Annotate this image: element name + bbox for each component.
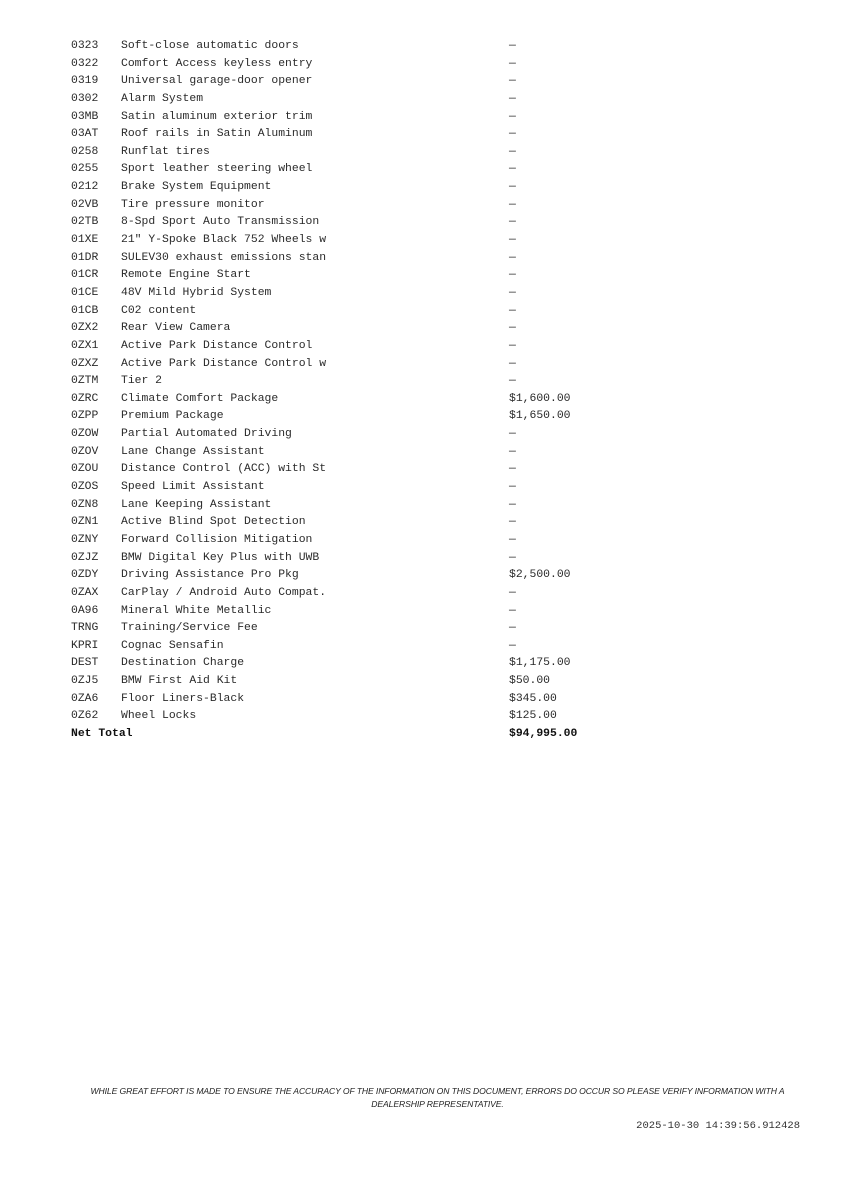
- option-description: 21" Y-Spoke Black 752 Wheels w: [121, 234, 327, 247]
- option-price: —: [509, 286, 516, 299]
- option-description: Universal garage-door opener: [121, 75, 313, 88]
- option-price: $125.00: [509, 710, 557, 723]
- option-description: CarPlay / Android Auto Compat.: [121, 586, 327, 599]
- option-price: —: [509, 622, 516, 635]
- option-row: [71, 161, 629, 179]
- option-price: $1,175.00: [509, 657, 571, 670]
- option-price: —: [509, 251, 516, 264]
- option-description: Climate Comfort Package: [121, 392, 279, 405]
- option-code: 0319: [71, 75, 99, 88]
- option-price: —: [509, 128, 516, 141]
- option-row: [71, 391, 629, 409]
- option-description: BMW Digital Key Plus with UWB: [121, 551, 320, 564]
- option-row: [71, 426, 629, 444]
- option-description: Premium Package: [121, 410, 224, 423]
- option-code: 0ZN8: [71, 498, 99, 511]
- option-row: [71, 267, 629, 285]
- option-code: 0ZNY: [71, 533, 99, 546]
- option-code: TRNG: [71, 622, 99, 635]
- option-row: [71, 373, 629, 391]
- option-description: BMW First Aid Kit: [121, 675, 238, 688]
- option-row: [71, 91, 629, 109]
- option-row: [71, 197, 629, 215]
- option-row: [71, 179, 629, 197]
- option-description: Active Park Distance Control w: [121, 357, 327, 370]
- option-price: —: [509, 481, 516, 494]
- option-code: 0258: [71, 145, 99, 158]
- option-price: —: [509, 57, 516, 70]
- option-row: [71, 303, 629, 321]
- option-code: 0ZOU: [71, 463, 99, 476]
- option-price: —: [509, 357, 516, 370]
- option-description: Lane Change Assistant: [121, 445, 265, 458]
- option-code: 01DR: [71, 251, 99, 264]
- option-price: —: [509, 198, 516, 211]
- option-row: [71, 109, 629, 127]
- option-description: Active Park Distance Control: [121, 339, 313, 352]
- option-row: [71, 338, 629, 356]
- option-description: Roof rails in Satin Aluminum: [121, 128, 313, 141]
- option-code: 0ZA6: [71, 692, 99, 705]
- option-code: 03AT: [71, 128, 99, 141]
- option-description: Comfort Access keyless entry: [121, 57, 313, 70]
- option-row: [71, 232, 629, 250]
- option-code: 0212: [71, 181, 99, 194]
- option-description: Training/Service Fee: [121, 622, 258, 635]
- option-description: C02 content: [121, 304, 197, 317]
- option-code: 0ZOS: [71, 481, 99, 494]
- option-description: Alarm System: [121, 92, 204, 105]
- option-price: —: [509, 216, 516, 229]
- option-code: 0ZTM: [71, 375, 99, 388]
- option-price: —: [509, 551, 516, 564]
- option-price: —: [509, 163, 516, 176]
- option-description: Brake System Equipment: [121, 181, 272, 194]
- option-row: [71, 691, 629, 709]
- option-row: [71, 514, 629, 532]
- option-code: 0302: [71, 92, 99, 105]
- option-description: Distance Control (ACC) with St: [121, 463, 327, 476]
- net-total-value: $94,995.00: [509, 727, 578, 740]
- option-description: Remote Engine Start: [121, 269, 251, 282]
- option-price: —: [509, 234, 516, 247]
- disclaimer-text: WHILE GREAT EFFORT IS MADE TO ENSURE THE ACCURACY OF THE INFORMATION ON THIS DOCUMENT, ERRORS DO OCCUR SO PLEASE VERIFY INFORMATION WITH A DEALERSHIP REPRESENTATIVE.: [90, 1086, 785, 1109]
- option-price: —: [509, 463, 516, 476]
- option-price: —: [509, 445, 516, 458]
- option-row: [71, 638, 629, 656]
- option-code: 0ZJ5: [71, 675, 99, 688]
- option-price: —: [509, 40, 516, 52]
- option-code: 0ZAX: [71, 586, 99, 599]
- option-row: [71, 603, 629, 621]
- option-row: [71, 38, 629, 56]
- option-description: Partial Automated Driving: [121, 428, 292, 441]
- option-description: Driving Assistance Pro Pkg: [121, 569, 299, 582]
- option-description: Cognac Sensafin: [121, 639, 224, 652]
- option-price: —: [509, 516, 516, 529]
- options-table: [71, 38, 629, 744]
- option-row: [71, 408, 629, 426]
- option-price: —: [509, 428, 516, 441]
- option-code: 0ZXZ: [71, 357, 99, 370]
- option-code: 03MB: [71, 110, 99, 123]
- option-price: —: [509, 110, 516, 123]
- option-price: —: [509, 75, 516, 88]
- net-total-row: [71, 726, 629, 744]
- option-description: Lane Keeping Assistant: [121, 498, 272, 511]
- option-description: Sport leather steering wheel: [121, 163, 313, 176]
- option-description: Satin aluminum exterior trim: [121, 110, 313, 123]
- option-row: [71, 655, 629, 673]
- option-code: 01CR: [71, 269, 99, 282]
- option-description: Active Blind Spot Detection: [121, 516, 306, 529]
- option-code: 02TB: [71, 216, 99, 229]
- option-price: —: [509, 322, 516, 335]
- option-description: Rear View Camera: [121, 322, 231, 335]
- option-price: —: [509, 533, 516, 546]
- option-code: 01CE: [71, 286, 99, 299]
- option-code: 0255: [71, 163, 99, 176]
- option-code: 0ZPP: [71, 410, 99, 423]
- option-price: —: [509, 498, 516, 511]
- option-row: [71, 673, 629, 691]
- option-price: —: [509, 92, 516, 105]
- option-row: [71, 250, 629, 268]
- option-description: Forward Collision Mitigation: [121, 533, 313, 546]
- option-price: —: [509, 375, 516, 388]
- option-description: Speed Limit Assistant: [121, 481, 265, 494]
- option-row: [71, 214, 629, 232]
- option-price: $345.00: [509, 692, 557, 705]
- option-row: [71, 56, 629, 74]
- timestamp: 2025-10-30 14:39:56.912428: [636, 1120, 800, 1132]
- option-row: [71, 479, 629, 497]
- option-code: KPRI: [71, 639, 99, 652]
- option-description: 8-Spd Sport Auto Transmission: [121, 216, 320, 229]
- option-row: [71, 144, 629, 162]
- option-description: Runflat tires: [121, 145, 210, 158]
- option-price: —: [509, 145, 516, 158]
- option-code: 01XE: [71, 234, 99, 247]
- option-row: [71, 497, 629, 515]
- option-row: [71, 356, 629, 374]
- option-price: —: [509, 181, 516, 194]
- option-code: 0323: [71, 40, 99, 52]
- option-price: —: [509, 604, 516, 617]
- option-price: —: [509, 304, 516, 317]
- option-description: 48V Mild Hybrid System: [121, 286, 272, 299]
- option-description: Destination Charge: [121, 657, 245, 670]
- option-description: Floor Liners-Black: [121, 692, 245, 705]
- option-description: Tier 2: [121, 375, 163, 388]
- option-code: 0ZOW: [71, 428, 99, 441]
- net-total-label: Net Total: [71, 727, 133, 740]
- option-code: 0322: [71, 57, 99, 70]
- option-description: Tire pressure monitor: [121, 198, 265, 211]
- option-description: Mineral White Metallic: [121, 604, 272, 617]
- option-row: [71, 532, 629, 550]
- option-row: [71, 126, 629, 144]
- option-code: 0ZN1: [71, 516, 99, 529]
- option-row: [71, 285, 629, 303]
- option-description: Wheel Locks: [121, 710, 197, 723]
- option-row: [71, 620, 629, 638]
- option-code: 0A96: [71, 604, 99, 617]
- option-description: SULEV30 exhaust emissions stan: [121, 251, 327, 264]
- option-code: 02VB: [71, 198, 99, 211]
- option-price: —: [509, 269, 516, 282]
- option-row: [71, 461, 629, 479]
- option-description: Soft-close automatic doors: [121, 40, 299, 52]
- option-row: [71, 585, 629, 603]
- option-price: $50.00: [509, 675, 551, 688]
- option-row: [71, 550, 629, 568]
- option-code: 0ZX2: [71, 322, 99, 335]
- option-row: [71, 73, 629, 91]
- option-code: DEST: [71, 657, 99, 670]
- option-price: —: [509, 639, 516, 652]
- option-code: 0ZX1: [71, 339, 99, 352]
- option-code: 0Z62: [71, 710, 99, 723]
- option-row: [71, 708, 629, 726]
- option-row: [71, 444, 629, 462]
- option-price: —: [509, 586, 516, 599]
- option-code: 0ZRC: [71, 392, 99, 405]
- option-row: [71, 567, 629, 585]
- option-price: —: [509, 339, 516, 352]
- options-list: [71, 38, 629, 726]
- option-code: 01CB: [71, 304, 99, 317]
- option-row: [71, 320, 629, 338]
- option-price: $2,500.00: [509, 569, 571, 582]
- option-price: $1,650.00: [509, 410, 571, 423]
- option-code: 0ZDY: [71, 569, 99, 582]
- option-price: $1,600.00: [509, 392, 571, 405]
- option-code: 0ZOV: [71, 445, 99, 458]
- option-code: 0ZJZ: [71, 551, 99, 564]
